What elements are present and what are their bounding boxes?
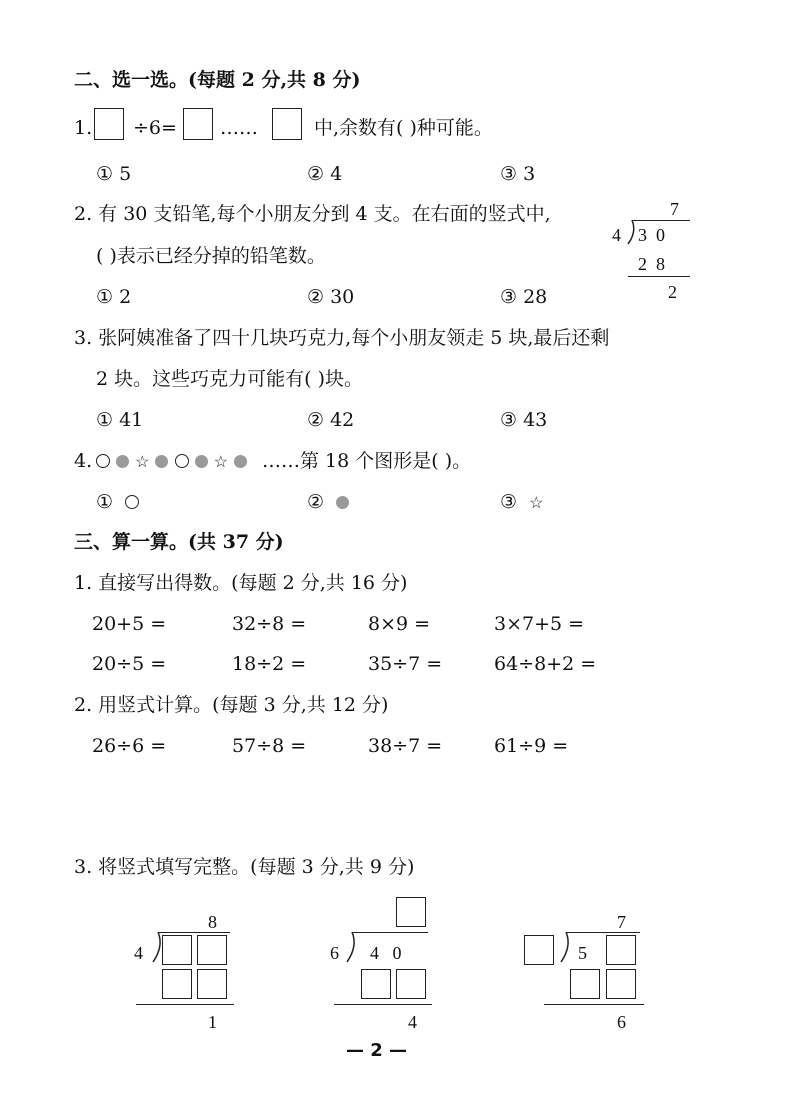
sub1-r2c1: 20÷5 =	[92, 653, 167, 675]
div1-dividend-box-2[interactable]	[197, 935, 227, 965]
q3-option-2[interactable]: ② 42	[307, 409, 355, 431]
div2-rule	[334, 1004, 432, 1005]
q2-line1: 2. 有 30 支铅笔,每个小朋友分到 4 支。在右面的竖式中,	[74, 203, 551, 225]
div1-vinculum	[158, 932, 230, 933]
q3-line2: 2 块。这些巧克力可能有( )块。	[96, 368, 363, 390]
q2-option-3[interactable]: ③ 28	[500, 286, 548, 308]
q4-option-3-label: ③	[500, 491, 518, 513]
div1-remainder: 1	[208, 1012, 217, 1032]
q2-longdiv-divisor: 4	[612, 225, 621, 245]
white-circle-icon	[96, 454, 110, 468]
star-icon: ☆	[529, 493, 544, 512]
div3-vinculum	[566, 932, 640, 933]
q2-longdiv-product: 2 8	[638, 254, 665, 274]
div3-product-box-2[interactable]	[606, 969, 636, 999]
q4-number: 4.	[74, 450, 93, 472]
sub1-title: 1. 直接写出得数。(每题 2 分,共 16 分)	[74, 572, 408, 594]
white-circle-icon	[175, 454, 189, 468]
gray-circle-icon	[234, 455, 247, 468]
div3-divisor-box[interactable]	[524, 935, 554, 965]
div1-dividend-box-1[interactable]	[162, 935, 192, 965]
q1-number: 1.	[74, 117, 93, 139]
q1-dots: ……	[220, 117, 258, 139]
div3-bracket	[556, 932, 570, 964]
gray-circle-icon	[336, 496, 349, 509]
div3-quotient: 7	[617, 912, 626, 932]
sub1-r1c3: 8×9 =	[368, 613, 431, 635]
white-circle-icon	[125, 495, 139, 509]
q2-option-2[interactable]: ② 30	[307, 286, 355, 308]
div3-remainder: 6	[617, 1012, 626, 1032]
div2-dividend: 4 0	[370, 943, 402, 963]
q3-option-3[interactable]: ③ 43	[500, 409, 548, 431]
section2-title: 二、选一选。(每题 2 分,共 8 分)	[74, 69, 361, 91]
div3-dividend-digit: 5	[578, 943, 587, 963]
div1-bracket	[148, 932, 162, 964]
div2-product-box-2[interactable]	[396, 969, 426, 999]
sub2-item-2: 57÷8 =	[232, 735, 307, 757]
sub1-r2c3: 35÷7 =	[368, 653, 443, 675]
q4-shape-pattern	[96, 449, 247, 474]
q1-option-1[interactable]: ① 5	[96, 163, 132, 185]
sub1-r2c2: 18÷2 =	[232, 653, 307, 675]
q1-tail: 中,余数有( )种可能。	[314, 117, 493, 139]
sub2-title: 2. 用竖式计算。(每题 3 分,共 12 分)	[74, 694, 389, 716]
gray-circle-icon	[116, 455, 129, 468]
div1-rule	[136, 1004, 234, 1005]
sub1-r1c2: 32÷8 =	[232, 613, 307, 635]
q4-option-1[interactable]	[96, 490, 139, 514]
q2-longdiv-bracket	[622, 220, 636, 246]
q2-longdiv-dividend: 3 0	[638, 225, 665, 245]
q2-option-1[interactable]: ① 2	[96, 286, 132, 308]
star-icon: ☆	[135, 452, 150, 471]
q2-longdiv-vinculum	[632, 220, 690, 221]
div2-divisor: 6	[330, 943, 339, 963]
div1-product-box-2[interactable]	[197, 969, 227, 999]
q1-option-3[interactable]: ③ 3	[500, 163, 536, 185]
q4-option-2[interactable]	[307, 490, 349, 514]
q4-option-1-label: ①	[96, 491, 114, 513]
q4-option-2-label: ②	[307, 491, 325, 513]
sub1-r1c4: 3×7+5 =	[494, 613, 585, 635]
sub1-r1c1: 20+5 =	[92, 613, 167, 635]
q1-div-sign: ÷6=	[133, 117, 177, 139]
sub2-item-3: 38÷7 =	[368, 735, 443, 757]
gray-circle-icon	[195, 455, 208, 468]
div1-product-box-1[interactable]	[162, 969, 192, 999]
div1-divisor: 4	[134, 943, 143, 963]
div2-quotient-box[interactable]	[396, 897, 426, 927]
q2-longdiv-remainder: 2	[668, 282, 677, 302]
sub3-title: 3. 将竖式填写完整。(每题 3 分,共 9 分)	[74, 856, 415, 878]
q1-option-2[interactable]: ② 4	[307, 163, 343, 185]
q3-option-1[interactable]: ① 41	[96, 409, 144, 431]
q1-quotient-blank[interactable]	[183, 108, 213, 140]
div1-quotient: 8	[208, 912, 217, 932]
div2-product-box-1[interactable]	[361, 969, 391, 999]
div3-dividend-box[interactable]	[606, 935, 636, 965]
div2-remainder: 4	[408, 1012, 417, 1032]
q1-dividend-blank[interactable]	[94, 108, 124, 140]
section3-title: 三、算一算。(共 37 分)	[74, 531, 284, 553]
q2-longdiv-quotient: 7	[670, 199, 679, 219]
q4-option-3[interactable]	[500, 490, 543, 515]
div3-product-box-1[interactable]	[570, 969, 600, 999]
q3-line1: 3. 张阿姨准备了四十几块巧克力,每个小朋友领走 5 块,最后还剩	[74, 327, 610, 349]
sub1-r2c4: 64÷8+2 =	[494, 653, 597, 675]
q2-line2: ( )表示已经分掉的铅笔数。	[96, 245, 326, 267]
sub2-item-4: 61÷9 =	[494, 735, 569, 757]
gray-circle-icon	[155, 455, 168, 468]
sub2-item-1: 26÷6 =	[92, 735, 167, 757]
star-icon: ☆	[213, 452, 228, 471]
q1-remainder-blank[interactable]	[272, 108, 302, 140]
q4-tail: ……第 18 个图形是( )。	[262, 450, 472, 472]
q2-longdiv-rule	[628, 276, 690, 277]
page-number: — 2 —	[346, 1040, 408, 1061]
div3-rule	[544, 1004, 644, 1005]
div2-bracket	[342, 932, 356, 964]
div2-vinculum	[352, 932, 428, 933]
